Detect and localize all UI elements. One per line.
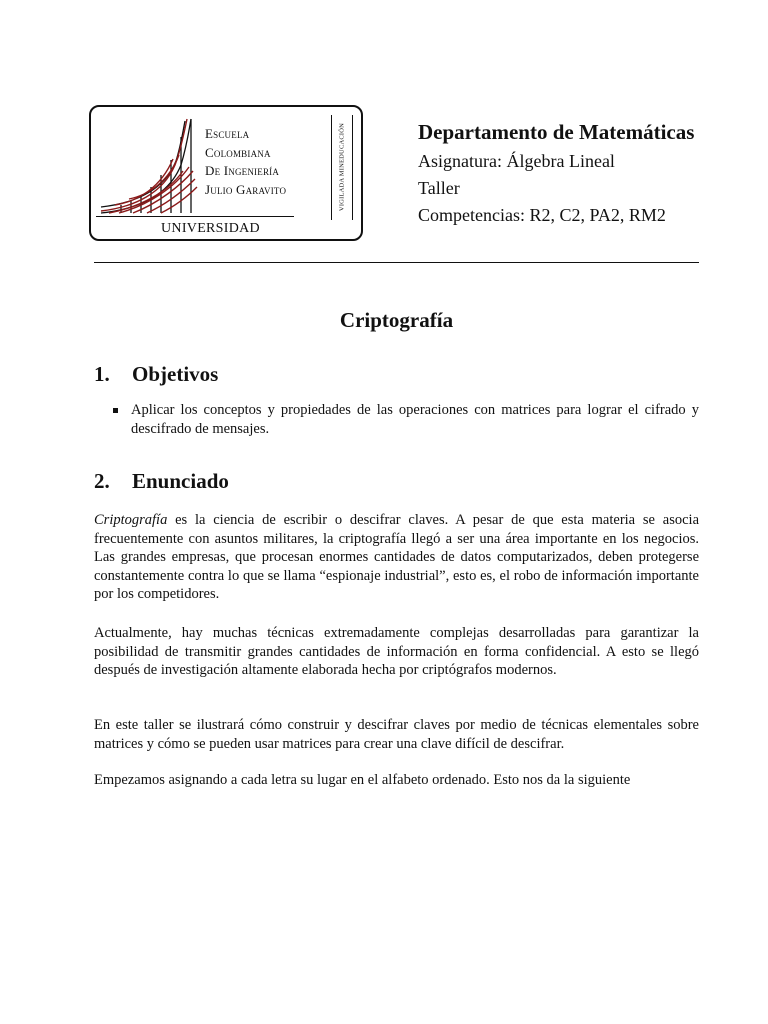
section-number: 1. [94,362,110,386]
document-type: Taller [418,178,460,198]
university-logo [89,105,363,241]
logo-institution-name [205,125,286,199]
paragraph-text: Actualmente, hay muchas técnicas extremadamente complejas desarrolladas para garantizar la posibilidad de transmitir grandes cantidades de información en forma confidencial. A esto se llegó después de investigación altamente elaborada hecha por criptógrafos modernos. [94,625,699,678]
section-heading-enunciado [94,469,229,494]
list-item [113,401,699,439]
paragraph [94,624,699,680]
bullet-square-icon [113,408,118,413]
paragraph [94,716,699,753]
department-title: Departamento de Matemáticas [418,120,695,144]
section-number: 2. [94,469,110,493]
paragraph-text: Empezamos asignando a cada letra su lugar en el alfabeto ordenado. Esto nos da la siguiente [94,772,631,788]
document-title: Criptografía [339,308,454,332]
competencies-line: Competencias: R2, C2, PA2, RM2 [418,205,666,225]
paragraph-text: En este taller se ilustrará cómo construir y descifrar claves por medio de técnicas elementales sobre matrices y cómo se pueden usar matrices para crear una clave difícil de descifrar. [94,717,699,752]
paragraph-text: es la ciencia de escribir o descifrar claves. A pesar de que esta materia se asocia frecuentemente con asuntos militares, la criptografía llegó a ser una área importante en los negocios. Las grandes empresas, que procesan enormes cantidades de datos computarizados, deben protegerse constantemente contra lo que se llama “espionaje industrial”, esto es, el robo de información importante por los competidores. [94,512,699,602]
section-heading-objetivos [94,362,218,387]
logo-vigilada-text: VIGILADA MINEDUCACIÓN [338,122,346,212]
logo-vertical-band [331,115,353,220]
bullet-text: Aplicar los conceptos y propiedades de las operaciones con matrices para lograr el cifrado y descifrado de mensajes. [131,402,699,437]
logo-universidad-label: UNIVERSIDAD [161,221,260,236]
paragraph [94,511,699,604]
header-divider [94,262,699,263]
logo-underline [96,216,294,217]
logo-name-line: Julio Garavito [205,181,287,197]
italic-term: Criptografía [94,512,168,528]
logo-name-line: Escuela [205,126,250,141]
logo-name-line: De Ingeniería [205,163,280,178]
paragraph [94,771,699,790]
subject-line: Asignatura: Álgebra Lineal [418,151,615,171]
logo-name-line: Colombiana [205,144,271,160]
section-title: Objetivos [132,362,219,386]
logo-emblem-icon [99,115,199,215]
section-title: Enunciado [132,469,229,493]
header-info [418,118,694,229]
